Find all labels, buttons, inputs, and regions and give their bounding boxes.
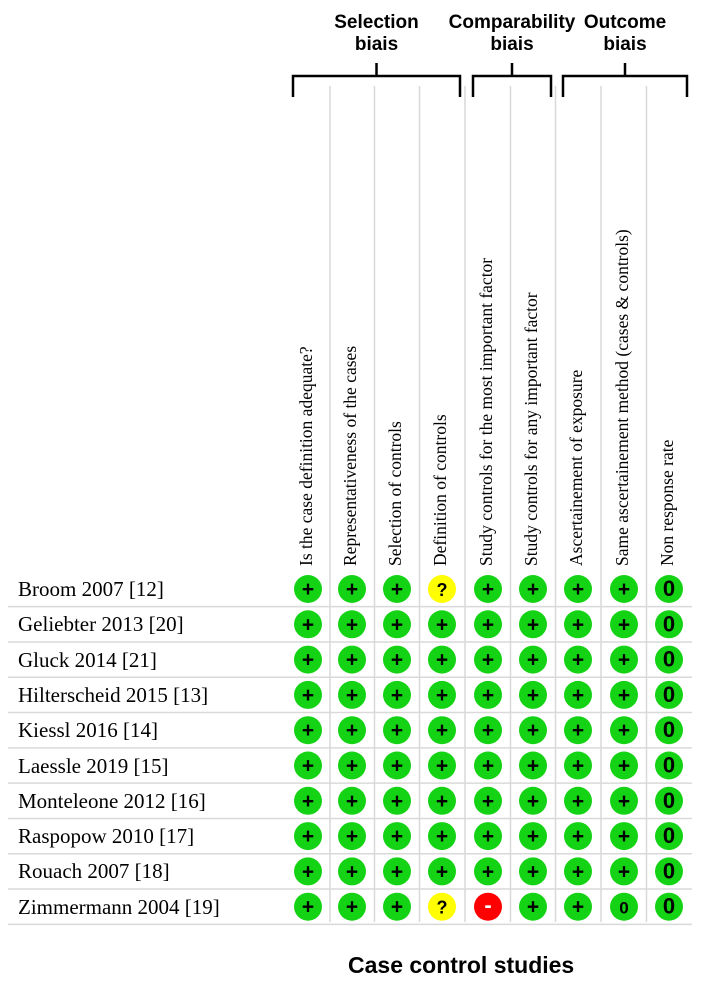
rating-symbol: + bbox=[345, 895, 359, 919]
rating-symbol: + bbox=[435, 613, 449, 637]
rating-symbol: + bbox=[301, 648, 315, 672]
group-label-line: biais bbox=[354, 34, 399, 55]
study-label: Geliebter 2013 [20] bbox=[18, 612, 184, 637]
rating-symbol: + bbox=[617, 578, 631, 601]
rating-symbol: + bbox=[301, 578, 315, 601]
rating-symbol: 0 bbox=[662, 752, 676, 778]
rating-symbol: + bbox=[617, 754, 631, 778]
rating-symbol: + bbox=[301, 895, 315, 919]
rating-symbol: + bbox=[481, 719, 495, 743]
rating-symbol: + bbox=[345, 613, 359, 637]
group-bracket bbox=[563, 63, 687, 97]
group-label-line: Selection bbox=[334, 12, 419, 33]
rating-symbol: 0 bbox=[619, 898, 629, 918]
rating-symbol: + bbox=[435, 754, 449, 778]
rating-symbol: + bbox=[526, 825, 540, 849]
column-header: Is the case definition adequate? bbox=[296, 346, 316, 566]
rating-symbol: + bbox=[390, 613, 404, 637]
rating-symbol: + bbox=[571, 648, 585, 672]
rating-symbol: + bbox=[345, 860, 359, 884]
rating-symbol: + bbox=[345, 754, 359, 778]
rating-symbol: + bbox=[345, 719, 359, 743]
rating-symbol: + bbox=[617, 825, 631, 849]
rating-symbol: 0 bbox=[662, 717, 676, 743]
rating-symbol: + bbox=[390, 578, 404, 601]
rating-symbol: + bbox=[345, 578, 359, 601]
study-label: Gluck 2014 [21] bbox=[18, 647, 157, 672]
rating-symbol: + bbox=[526, 789, 540, 813]
rating-symbol: + bbox=[390, 683, 404, 707]
column-header: Study controls for the most important factor bbox=[476, 257, 496, 566]
rating-symbol: + bbox=[571, 613, 585, 637]
rating-symbol: + bbox=[301, 860, 315, 884]
rating-symbol: + bbox=[526, 648, 540, 672]
rating-symbol: + bbox=[571, 754, 585, 778]
rating-symbol: + bbox=[390, 754, 404, 778]
rating-symbol: 0 bbox=[662, 893, 676, 919]
rating-symbol: + bbox=[301, 613, 315, 637]
column-header: Same ascertainement method (cases & controls) bbox=[612, 229, 632, 566]
rating-symbol: + bbox=[571, 825, 585, 849]
rating-symbol: + bbox=[345, 683, 359, 707]
rating-symbol: 0 bbox=[662, 681, 676, 707]
rating-symbol: 0 bbox=[662, 646, 676, 672]
rating-symbol: + bbox=[617, 860, 631, 884]
column-header: Definition of controls bbox=[430, 414, 450, 566]
rating-symbol: 0 bbox=[662, 787, 676, 813]
rating-symbol: + bbox=[617, 789, 631, 813]
rating-symbol: + bbox=[390, 719, 404, 743]
rating-symbol: + bbox=[435, 683, 449, 707]
rating-symbol: - bbox=[484, 892, 492, 918]
rating-symbol: + bbox=[481, 754, 495, 778]
rating-symbol: + bbox=[301, 754, 315, 778]
rating-symbol: + bbox=[526, 613, 540, 637]
rating-symbol: 0 bbox=[662, 823, 676, 849]
group-label bbox=[545, 12, 705, 56]
study-label: Raspopow 2010 [17] bbox=[18, 824, 195, 849]
rating-symbol: + bbox=[617, 613, 631, 637]
figure-title: Case control studies bbox=[348, 952, 575, 978]
rating-symbol: + bbox=[571, 578, 585, 601]
study-label: Kiessl 2016 [14] bbox=[18, 718, 158, 743]
rating-symbol: 0 bbox=[662, 611, 676, 637]
rating-symbol: + bbox=[481, 825, 495, 849]
rating-symbol: + bbox=[571, 683, 585, 707]
rating-symbol: + bbox=[617, 683, 631, 707]
rating-symbol: + bbox=[435, 719, 449, 743]
rating-symbol: + bbox=[526, 683, 540, 707]
rating-symbol: + bbox=[390, 825, 404, 849]
rating-symbol: 0 bbox=[662, 858, 676, 884]
group-label-line: biais bbox=[490, 34, 534, 55]
rating-symbol: + bbox=[526, 895, 540, 919]
rating-symbol: + bbox=[481, 648, 495, 672]
study-label: Broom 2007 [12] bbox=[18, 577, 164, 601]
rating-symbol: + bbox=[617, 719, 631, 743]
rating-symbol: + bbox=[617, 648, 631, 672]
rating-symbol: + bbox=[526, 719, 540, 743]
rating-symbol: + bbox=[345, 825, 359, 849]
rating-symbol: + bbox=[481, 683, 495, 707]
column-header: Non response rate bbox=[657, 439, 677, 566]
column-header: Selection of controls bbox=[385, 421, 405, 566]
rating-symbol: + bbox=[345, 648, 359, 672]
rating-symbol: + bbox=[390, 789, 404, 813]
rating-symbol: + bbox=[390, 648, 404, 672]
rating-symbol: + bbox=[571, 860, 585, 884]
rating-symbol: + bbox=[481, 613, 495, 637]
rating-symbol: + bbox=[435, 860, 449, 884]
rating-symbol: + bbox=[571, 895, 585, 919]
group-bracket bbox=[293, 63, 460, 97]
study-label: Hilterscheid 2015 [13] bbox=[18, 682, 209, 707]
rating-symbol: + bbox=[390, 860, 404, 884]
rating-symbol: + bbox=[481, 789, 495, 813]
rating-symbol: + bbox=[345, 789, 359, 813]
rating-symbol: + bbox=[301, 683, 315, 707]
rating-symbol: 0 bbox=[662, 576, 676, 601]
study-label: Rouach 2007 [18] bbox=[18, 859, 170, 884]
column-header: Ascertainement of exposure bbox=[566, 369, 586, 566]
group-label-line: biais bbox=[603, 34, 647, 55]
rating-symbol: + bbox=[526, 754, 540, 778]
column-header: Study controls for any important factor bbox=[521, 292, 541, 566]
rating-symbol: + bbox=[435, 789, 449, 813]
study-label: Zimmermann 2004 [19] bbox=[18, 894, 220, 919]
group-label-line: Comparability bbox=[448, 12, 576, 33]
rating-symbol: ? bbox=[436, 580, 448, 600]
rating-symbol: + bbox=[481, 860, 495, 884]
rating-symbol: + bbox=[435, 648, 449, 672]
rating-symbol: + bbox=[481, 578, 495, 601]
rating-symbol: + bbox=[526, 860, 540, 884]
rating-symbol: + bbox=[435, 825, 449, 849]
group-label-line: Outcome bbox=[583, 12, 667, 33]
rating-symbol: + bbox=[301, 719, 315, 743]
rating-symbol: + bbox=[301, 789, 315, 813]
rating-symbol: + bbox=[571, 719, 585, 743]
rating-symbol: + bbox=[301, 825, 315, 849]
rating-symbol: ? bbox=[436, 897, 448, 918]
rating-symbol: + bbox=[390, 895, 404, 919]
rating-symbol: + bbox=[526, 578, 540, 601]
rating-symbol: + bbox=[571, 789, 585, 813]
column-header: Representativeness of the cases bbox=[340, 345, 360, 566]
group-bracket bbox=[473, 63, 551, 97]
study-label: Monteleone 2012 [16] bbox=[18, 788, 206, 813]
study-label: Laessle 2019 [15] bbox=[18, 753, 169, 778]
